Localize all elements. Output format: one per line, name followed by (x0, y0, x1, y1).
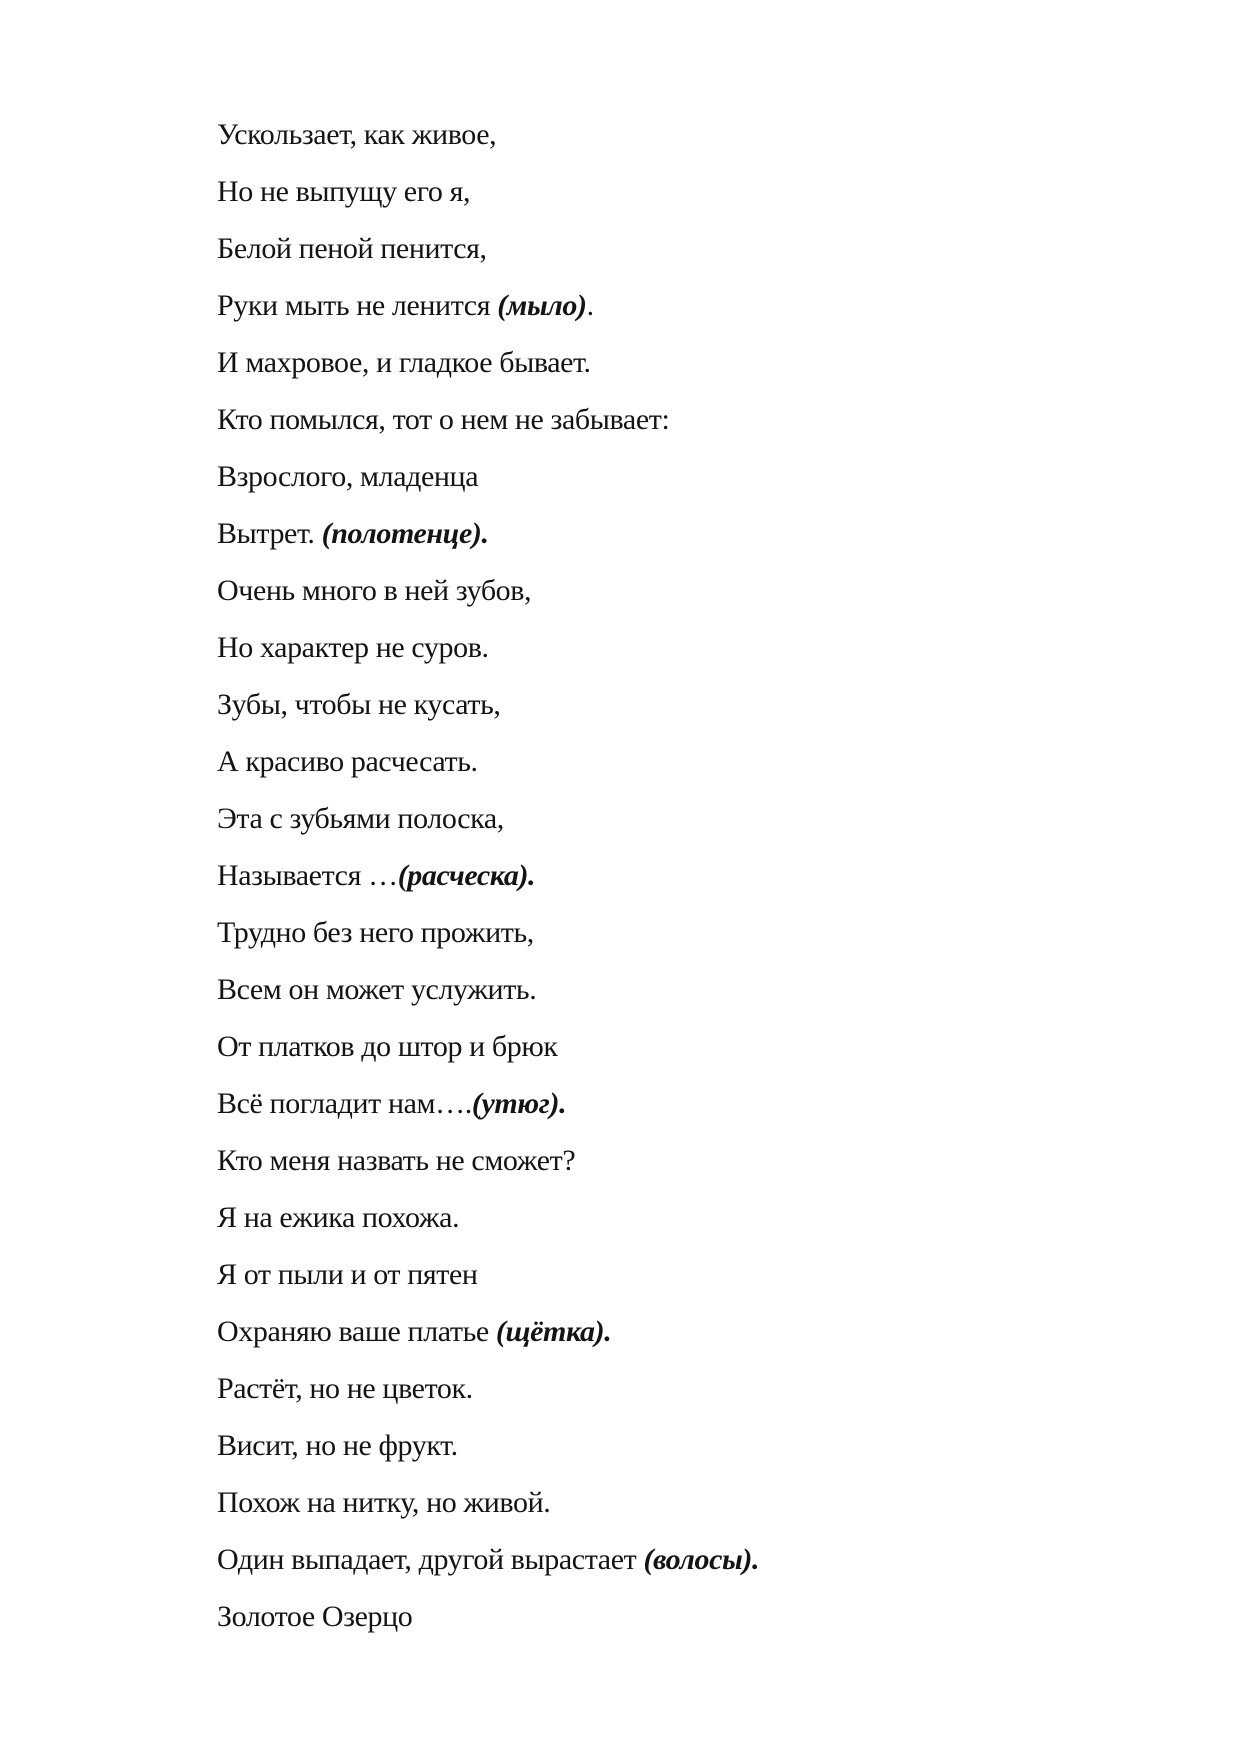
line-text: Эта с зубьями полоска, (217, 802, 504, 835)
line-answer: (расческа). (397, 859, 536, 892)
line-text: Похож на нитку, но живой. (217, 1486, 551, 1519)
riddle-line (217, 220, 1180, 277)
riddle-line (217, 562, 1180, 619)
riddle-line (217, 1531, 1180, 1588)
line-text: Трудно без него прожить, (217, 916, 534, 949)
riddle-line (217, 847, 1180, 904)
riddle-line (217, 163, 1180, 220)
riddle-line (217, 1075, 1180, 1132)
riddle-line (217, 1303, 1180, 1360)
line-answer: (полотенце). (321, 517, 489, 550)
line-text: Но характер не суров. (217, 631, 489, 664)
line-text: Ускользает, как живое, (217, 118, 497, 151)
line-text: Белой пеной пенится, (217, 232, 487, 265)
riddle-line (217, 448, 1180, 505)
line-text: Растёт, но не цветок. (217, 1372, 473, 1405)
riddle-line (217, 1189, 1180, 1246)
riddle-line (217, 1018, 1180, 1075)
riddle-line (217, 790, 1180, 847)
line-answer: (мыло) (497, 289, 587, 322)
line-text: Но не выпущу его я, (217, 175, 471, 208)
line-text: Кто меня назвать не сможет? (217, 1144, 576, 1177)
riddle-line (217, 961, 1180, 1018)
riddle-line (217, 1474, 1180, 1531)
riddle-line (217, 1588, 1180, 1645)
line-text: Золотое Озерцо (217, 1600, 413, 1633)
line-text: И махровое, и гладкое бывает. (217, 346, 591, 379)
riddle-line (217, 619, 1180, 676)
line-text: Вытрет. (217, 517, 322, 550)
riddle-line (217, 1417, 1180, 1474)
line-text: Всем он может услужить. (217, 973, 537, 1006)
line-text: Я от пыли и от пятен (217, 1258, 478, 1291)
line-answer: (волосы). (643, 1543, 760, 1576)
riddle-line (217, 391, 1180, 448)
riddle-line (217, 277, 1180, 334)
riddle-line (217, 676, 1180, 733)
line-text: Я на ежика похожа. (217, 1201, 460, 1234)
line-text: Называется … (217, 859, 398, 892)
line-answer: (щётка). (495, 1315, 612, 1348)
line-answer: (утюг). (471, 1087, 567, 1120)
line-text: От платков до штор и брюк (217, 1030, 558, 1063)
riddle-line (217, 1246, 1180, 1303)
line-text: А красиво расчесать. (217, 745, 478, 778)
line-text: Кто помылся, тот о нем не забывает: (217, 403, 670, 436)
riddle-line (217, 1132, 1180, 1189)
riddle-line (217, 1360, 1180, 1417)
line-text: Очень много в ней зубов, (217, 574, 532, 607)
line-suffix: . (586, 289, 594, 322)
line-text: Висит, но не фрукт. (217, 1429, 458, 1462)
riddle-line (217, 334, 1180, 391)
line-text: Зубы, чтобы не кусать, (217, 688, 501, 721)
riddle-line (217, 106, 1180, 163)
document-body (217, 106, 1180, 1645)
line-text: Руки мыть не ленится (217, 289, 498, 322)
line-text: Охраняю ваше платье (217, 1315, 496, 1348)
line-text: Всё погладит нам…. (217, 1087, 472, 1120)
riddle-line (217, 505, 1180, 562)
line-text: Один выпадает, другой вырастает (217, 1543, 644, 1576)
riddle-line (217, 733, 1180, 790)
riddle-line (217, 904, 1180, 961)
line-text: Взрослого, младенца (217, 460, 479, 493)
